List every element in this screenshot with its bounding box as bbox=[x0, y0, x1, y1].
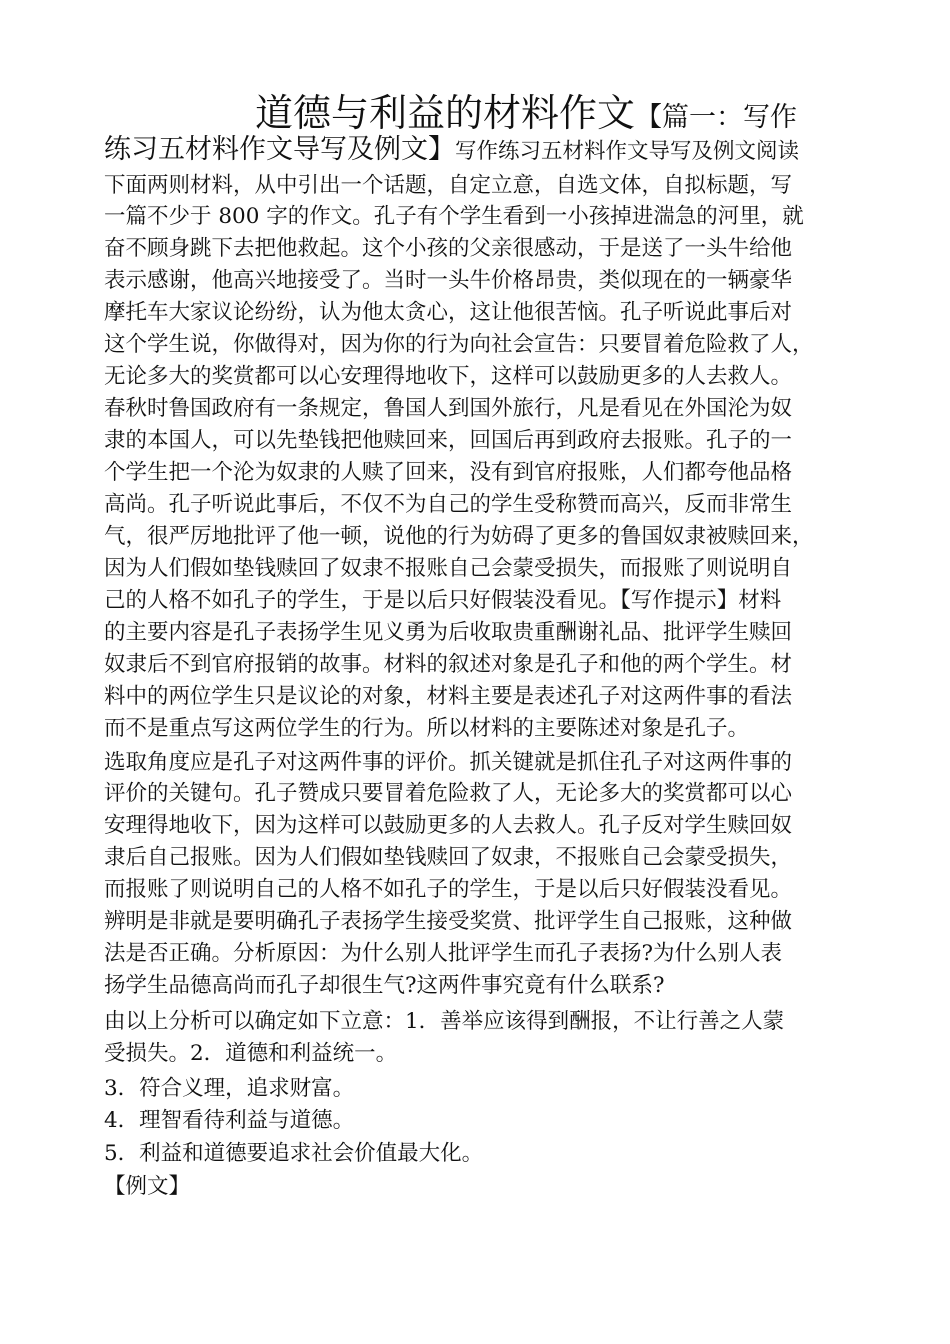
body-line: 由以上分析可以确定如下立意：1．善举应该得到酬报，不让行善之人蒙 bbox=[104, 1009, 785, 1034]
body-line: 己的人格不如孔子的学生，于是以后只好假装没看见。【写作提示】材料 bbox=[104, 588, 782, 613]
body-line: 辨明是非就是要明确孔子表扬学生接受奖赏、批评学生自己报账，这种做 bbox=[104, 909, 793, 934]
body-line: 法是否正确。分析原因：为什么别人批评学生而孔子表扬?为什么别人表 bbox=[104, 941, 783, 966]
body-line: 一篇不少于 800 字的作文。孔子有个学生看到一小孩掉进湍急的河里，就 bbox=[104, 204, 804, 229]
body-line: 而报账了则说明自己的人格不如孔子的学生，于是以后只好假装没看见。 bbox=[104, 877, 793, 902]
body-line: 写作练习五材料作文导写及例文阅读 bbox=[455, 139, 800, 164]
list-item: 3．符合义理，追求财富。 bbox=[104, 1076, 355, 1101]
body-line: 摩托车大家议论纷纷，认为他太贪心，这让他很苦恼。孔子听说此事后对 bbox=[104, 300, 793, 325]
body-line: 扬学生品德高尚而孔子却很生气?这两件事究竟有什么联系? bbox=[104, 973, 665, 998]
body-line: 奋不顾身跳下去把他救起。这个小孩的父亲很感动，于是送了一头牛给他 bbox=[104, 236, 793, 261]
body-line: 安理得地收下，因为这样可以鼓励更多的人去救人。孔子反对学生赎回奴 bbox=[104, 813, 793, 838]
body-line: 表示感谢，他高兴地接受了。当时一头牛价格昂贵，类似现在的一辆豪华 bbox=[104, 268, 793, 293]
body-line: 个学生把一个沦为奴隶的人赎了回来，没有到官府报账，人们都夸他品格 bbox=[104, 460, 793, 485]
body-line: 选取角度应是孔子对这两件事的评价。抓关键就是抓住孔子对这两件事的 bbox=[104, 750, 793, 775]
section-heading-example: 【例文】 bbox=[104, 1174, 191, 1199]
body-line: 而不是重点写这两位学生的行为。所以材料的主要陈述对象是孔子。 bbox=[104, 716, 750, 741]
body-line: 因为人们假如垫钱赎回了奴隶不报账自己会蒙受损失，而报账了则说明自 bbox=[104, 556, 793, 581]
body-line: 料中的两位学生只是议论的对象，材料主要是表述孔子对这两件事的看法 bbox=[104, 684, 793, 709]
title-subheading-continued: 练习五材料作文导写及例文】 bbox=[104, 134, 455, 165]
body-line: 受损失。2．道德和利益统一。 bbox=[104, 1041, 398, 1066]
page-title: 道德与利益的材料作文 bbox=[255, 91, 636, 135]
body-line: 的主要内容是孔子表扬学生见义勇为后收取贵重酬谢礼品、批评学生赎回 bbox=[104, 620, 793, 645]
body-line: 评价的关键句。孔子赞成只要冒着危险救了人，无论多大的奖赏都可以心 bbox=[104, 781, 793, 806]
list-item: 4．理智看待利益与道德。 bbox=[104, 1108, 355, 1133]
body-line: 奴隶后不到官府报销的故事。材料的叙述对象是孔子和他的两个学生。材 bbox=[104, 652, 793, 677]
body-line: 隶后自己报账。因为人们假如垫钱赎回了奴隶，不报账自己会蒙受损失， bbox=[104, 845, 793, 870]
title-line-2 bbox=[104, 136, 799, 163]
body-line: 气，很严厉地批评了他一顿，说他的行为妨碍了更多的鲁国奴隶被赎回来， bbox=[104, 524, 814, 549]
body-line: 这个学生说，你做得对，因为你的行为向社会宣告：只要冒着危险救了人， bbox=[104, 332, 814, 357]
body-line: 春秋时鲁国政府有一条规定，鲁国人到国外旅行，凡是看见在外国沦为奴 bbox=[104, 396, 793, 421]
title-line-1 bbox=[255, 91, 798, 135]
body-line: 高尚。孔子听说此事后，不仅不为自己的学生受称赞而高兴，反而非常生 bbox=[104, 492, 793, 517]
body-line: 无论多大的奖赏都可以心安理得地收下，这样可以鼓励更多的人去救人。 bbox=[104, 364, 793, 389]
list-item: 5．利益和道德要追求社会价值最大化。 bbox=[104, 1141, 484, 1166]
title-subheading: 【篇一：写作 bbox=[635, 102, 798, 133]
body-line: 隶的本国人，可以先垫钱把他赎回来，回国后再到政府去报账。孔子的一 bbox=[104, 428, 793, 453]
body-line: 下面两则材料，从中引出一个话题，自定立意，自选文体，自拟标题，写 bbox=[104, 173, 793, 198]
